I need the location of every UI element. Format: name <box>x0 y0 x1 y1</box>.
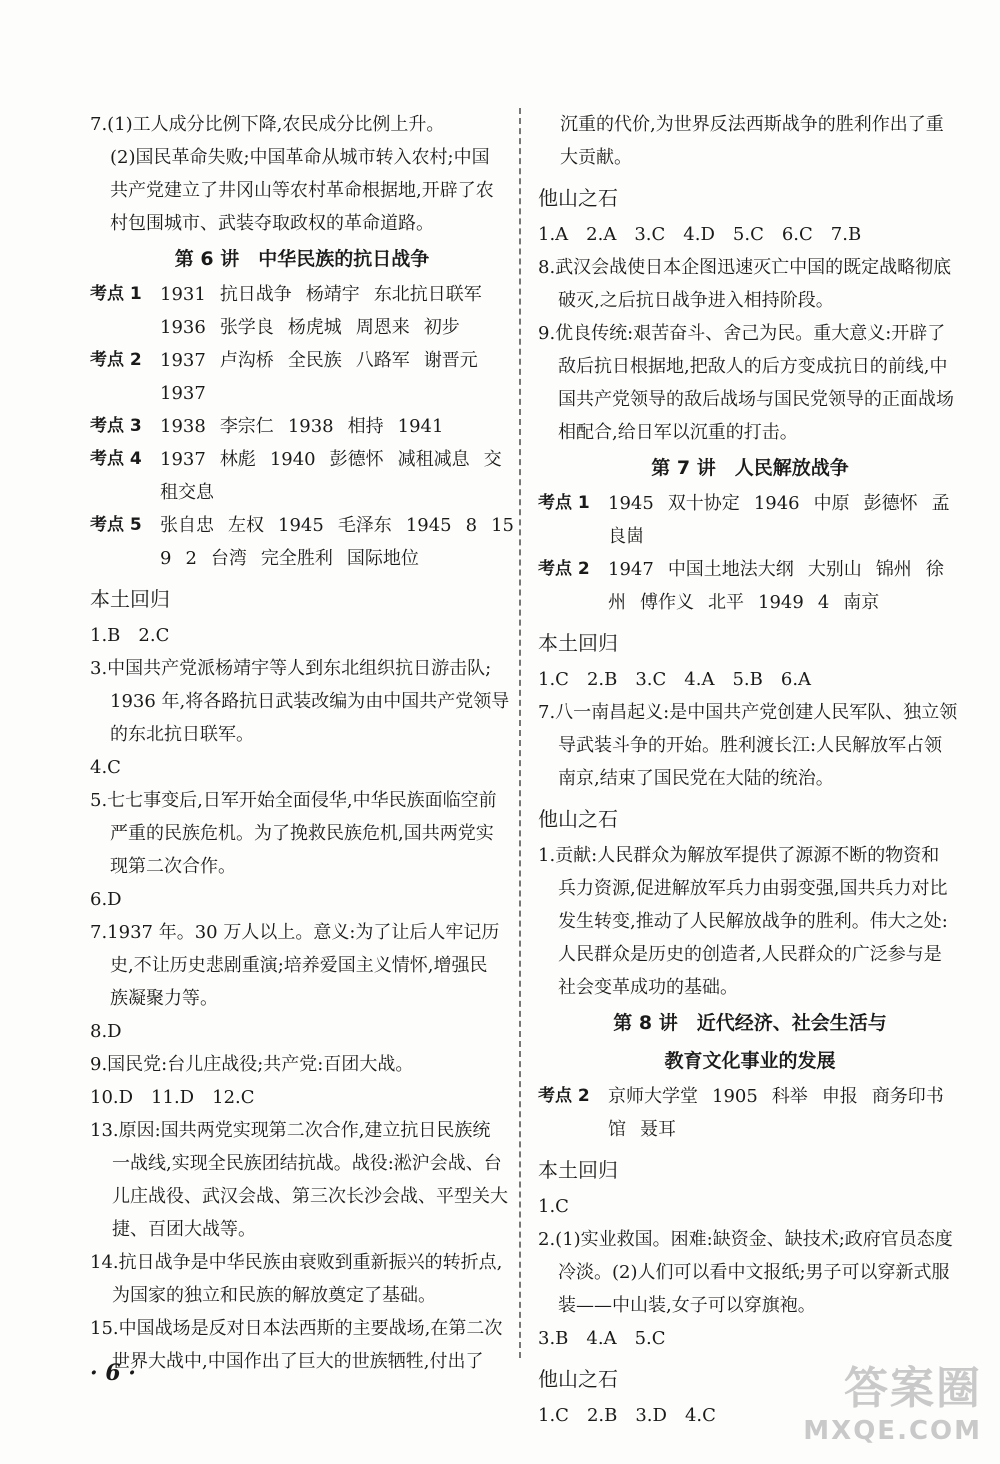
watermark-logo <box>803 1352 982 1446</box>
kaodian-4: 考点 4 1937 林彪 1940 彭德怀 减租减息 交 租交息 <box>90 443 514 509</box>
bentu-answers <box>90 619 514 1378</box>
left-column <box>90 108 514 1378</box>
answer-line: 兵力资源,促进解放军兵力由弱变强,国共兵力对比 <box>558 878 948 899</box>
answer-line: 国共产党领导的敌后战场与国民党领导的正面战场 <box>558 389 954 410</box>
answer-line: 2.(1)实业救国。困难:缺资金、缺技术;政府官员态度 <box>538 1229 953 1250</box>
kaodian-label: 考点 4 <box>90 449 142 469</box>
right-column <box>538 108 962 1432</box>
section-heading-bentu: 本土回归 <box>538 631 618 655</box>
answer-line: 南京,结束了国民党在大陆的统治。 <box>558 768 834 789</box>
answer-line: 1.贡献:人民群众为解放军提供了源源不断的物资和 <box>538 845 940 866</box>
section-heading-bentu: 本土回归 <box>90 587 170 611</box>
answer-line: 9.国民党:台儿庄战役;共产党:百团大战。 <box>90 1054 414 1075</box>
answer-line: 相配合,给日军以沉重的打击。 <box>558 422 798 443</box>
answer-line: 1.C 2.B 3.D 4.C <box>538 1405 716 1426</box>
kaodian-label: 考点 3 <box>90 416 142 436</box>
lecture-title-line: 第 8 讲 近代经济、社会生活与 <box>613 1012 887 1034</box>
tashan7-answers <box>538 839 962 1004</box>
answer-15-continued <box>538 108 962 174</box>
lecture-7-title: 第 7 讲 人民解放战争 <box>651 457 849 479</box>
kaodian-label: 考点 1 <box>538 493 590 513</box>
answer-7 <box>90 108 514 240</box>
kaodian-label: 考点 1 <box>90 284 142 304</box>
answer-line: 4.C <box>90 757 121 778</box>
section-heading-tashan: 他山之石 <box>538 807 618 831</box>
answer-line: 敌后抗日根据地,把敌人的后方变成抗日的前线,中 <box>558 356 948 377</box>
answer-line: 导武装斗争的开始。胜利渡长江:人民解放军占领 <box>558 735 943 756</box>
kaodian8-list <box>538 1080 962 1146</box>
kaodian-1: 考点 1 1931 抗日战争 杨靖宇 东北抗日联军 1936 张学良 杨虎城 周恩来 初步 <box>90 278 514 344</box>
page-number: · 6 · <box>90 1360 136 1386</box>
answer-line: 1.A 2.A 3.C 4.D 5.C 6.C 7.B <box>538 224 862 245</box>
text-line: 共产党建立了井冈山等农村革命根据地,开辟了农 <box>110 180 494 201</box>
answer-line: 7.1937 年。30 万人以上。意义:为了让后人牢记历 <box>90 922 500 943</box>
section-heading-tashan: 他山之石 <box>538 1367 618 1391</box>
answer-line: 1936 年,将各路抗日武装改编为由中国共产党领导 <box>110 691 510 712</box>
answer-line: 13.原因:国共两党实现第二次合作,建立抗日民族统 <box>90 1120 491 1141</box>
bentu8-answers <box>538 1190 962 1355</box>
kaodian-3: 考点 3 1938 李宗仁 1938 相持 1941 <box>90 410 514 443</box>
text-line: 7.(1)工人成分比例下降,农民成分比例上升。 <box>90 114 445 135</box>
answer-line: 现第二次合作。 <box>110 856 236 877</box>
answer-line: 1.B 2.C <box>90 625 170 646</box>
kaodian-label: 考点 2 <box>538 1086 590 1106</box>
answer-line: 捷、百团大战等。 <box>112 1219 256 1240</box>
answer-line: 人民群众是历史的创造者,人民群众的广泛参与是 <box>558 944 942 965</box>
lecture-8-title <box>538 1004 962 1080</box>
answer-line: 3.中国共产党派杨靖宇等人到东北组织抗日游击队; <box>90 658 492 679</box>
section-heading-bentu: 本土回归 <box>538 1158 618 1182</box>
answer-line: 族凝聚力等。 <box>110 988 218 1009</box>
kaodian-label: 考点 2 <box>90 350 142 370</box>
kaodian-2: 考点 2 京师大学堂 1905 科举 申报 商务印书 馆 聂耳 <box>538 1080 962 1146</box>
answer-line: 世界大战中,中国作出了巨大的世族牺牲,付出了 <box>112 1351 484 1372</box>
answer-line: 儿庄战役、武汉会战、第三次长沙会战、平型关大 <box>112 1186 508 1207</box>
answer-line: 15.中国战场是反对日本法西斯的主要战场,在第二次 <box>90 1318 503 1339</box>
kaodian-5: 考点 5 张自忠 左权 1945 毛泽东 1945 8 15 9 2 台湾 完全胜利 国际地位 <box>90 509 514 575</box>
kaodian-2: 考点 2 1937 卢沟桥 全民族 八路军 谢晋元 1937 <box>90 344 514 410</box>
column-divider <box>519 108 521 1358</box>
answer-line: 装——中山装,女子可以穿旗袍。 <box>558 1295 816 1316</box>
lecture-title-line: 教育文化事业的发展 <box>664 1050 836 1072</box>
watermark-text: 答案圈 <box>844 1363 982 1414</box>
answer-line: 6.D <box>90 889 122 910</box>
kaodian-list <box>90 278 514 575</box>
answer-line: 的东北抗日联军。 <box>110 724 254 745</box>
answer-line: 8.D <box>90 1021 122 1042</box>
answer-line: 8.武汉会战使日本企图迅速灭亡中国的既定战略彻底 <box>538 257 952 278</box>
text-line: 沉重的代价,为世界反法西斯战争的胜利作出了重 <box>560 114 944 135</box>
bentu7-answers <box>538 663 962 795</box>
lecture-6-title: 第 6 讲 中华民族的抗日战争 <box>174 248 430 270</box>
kaodian-label: 考点 2 <box>538 559 590 579</box>
answer-line: 7.八一南昌起义:是中国共产党创建人民军队、独立领 <box>538 702 958 723</box>
text-line: (2)国民革命失败;中国革命从城市转入农村;中国 <box>110 147 490 168</box>
kaodian7-list <box>538 487 962 619</box>
watermark-url: MXQE.COM <box>803 1416 982 1446</box>
text-line: 大贡献。 <box>560 147 632 168</box>
kaodian-2: 考点 2 1947 中国土地法大纲 大别山 锦州 徐 州 傅作义 北平 1949 4 南京 <box>538 553 962 619</box>
answer-line: 1.C 2.B 3.C 4.A 5.B 6.A <box>538 669 812 690</box>
answer-line: 一战线,实现全民族团结抗战。战役:淞沪会战、台 <box>112 1153 502 1174</box>
answer-line: 发生转变,推动了人民解放战争的胜利。伟大之处: <box>558 911 948 932</box>
answer-line: 3.B 4.A 5.C <box>538 1328 666 1349</box>
answer-line: 社会变革成功的基础。 <box>558 977 738 998</box>
answer-line: 14.抗日战争是中华民族由衰败到重新振兴的转折点, <box>90 1252 503 1273</box>
answer-line: 1.C <box>538 1196 569 1217</box>
answer-line: 严重的民族危机。为了挽救民族危机,国共两党实 <box>110 823 494 844</box>
answer-line: 破灭,之后抗日战争进入相持阶段。 <box>558 290 834 311</box>
answer-line: 9.优良传统:艰苦奋斗、舍己为民。重大意义:开辟了 <box>538 323 946 344</box>
kaodian-1: 考点 1 1945 双十协定 1946 中原 彭德怀 孟 良崮 <box>538 487 962 553</box>
tashan-answers <box>538 218 962 449</box>
answer-line: 5.七七事变后,日军开始全面侵华,中华民族面临空前 <box>90 790 497 811</box>
answer-line: 10.D 11.D 12.C <box>90 1087 255 1108</box>
answer-line: 冷淡。(2)人们可以看中文报纸;男子可以穿新式服 <box>558 1262 950 1283</box>
text-line: 村包围城市、武装夺取政权的革命道路。 <box>110 213 434 234</box>
kaodian-label: 考点 5 <box>90 515 142 535</box>
answer-line: 史,不让历史悲剧重演;培养爱国主义情怀,增强民 <box>110 955 488 976</box>
answer-line: 为国家的独立和民族的解放奠定了基础。 <box>112 1285 436 1306</box>
section-heading-tashan: 他山之石 <box>538 186 618 210</box>
